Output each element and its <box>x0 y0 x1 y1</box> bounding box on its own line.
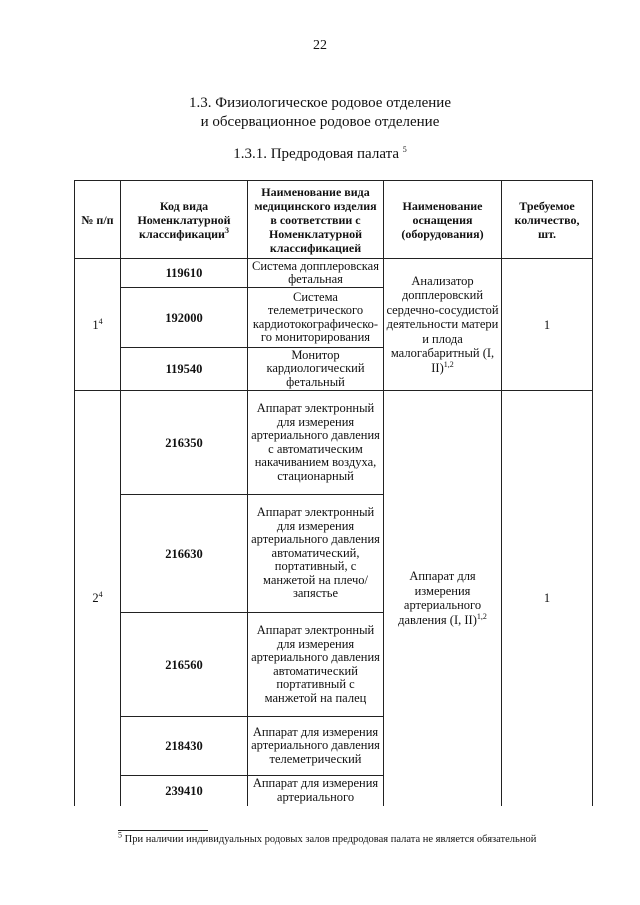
device-name: Монитор кардиологический фетальный <box>248 348 384 391</box>
device-name: Аппарат электронный для измерения артериального давления автоматический, портативный, с манжетой на плечо/запястье <box>248 495 384 613</box>
subsection-title-text: 1.3.1. Предродовая палата <box>233 146 400 162</box>
table-row <box>75 391 593 495</box>
header-code: Код вида Номенклатурной классификации$^3$ <box>121 181 248 259</box>
required-quantity: 1 <box>502 391 593 806</box>
nomenclature-code: 218430 <box>121 717 248 776</box>
nomenclature-code: 216630 <box>121 495 248 613</box>
section-title-line2: и обсервационное родовое отделение <box>200 114 440 130</box>
footnote-mark: 5 <box>118 830 122 840</box>
row-number: $2^4$ <box>75 391 121 806</box>
nomenclature-code: 216350 <box>121 391 248 495</box>
subsection-footnote-ref: 5 <box>402 145 407 154</box>
device-name: Система телеметрического кардиотокографическо-го мониторирования <box>248 288 384 348</box>
footnote-separator <box>118 830 208 831</box>
nomenclature-code: 119610 <box>121 259 248 288</box>
section-title <box>0 94 640 132</box>
device-name: Аппарат электронный для измерения артериального давления автоматический портативный с манжетой на палец <box>248 613 384 717</box>
table-row <box>75 259 593 288</box>
nomenclature-code: 239410 <box>121 776 248 806</box>
section-title-line1: 1.3. Физиологическое родовое отделение <box>189 95 451 111</box>
nomenclature-code: 119540 <box>121 348 248 391</box>
table-header-row <box>75 181 593 259</box>
nomenclature-code: 192000 <box>121 288 248 348</box>
header-num: № п/п <box>75 181 121 259</box>
footnote <box>118 830 537 845</box>
page-number: 22 <box>313 38 327 53</box>
equipment-table <box>74 180 593 806</box>
required-quantity: 1 <box>502 259 593 391</box>
device-name: Аппарат для измерения артериального давления телеметрический <box>248 717 384 776</box>
header-qty: Требуемое количество, шт. <box>502 181 593 259</box>
row-number: $1^4$ <box>75 259 121 391</box>
footnote-text: При наличии индивидуальных родовых залов предродовая палата не является обязательной <box>124 834 537 845</box>
equipment-name: Анализатор допплеровский сердечно-сосудистой деятельности матери и плода малогабаритный (I, II)$^{1,2}$ <box>384 259 502 391</box>
device-name: Аппарат для измерения артериального <box>248 776 384 806</box>
equipment-name: Аппарат для измерения артериального давления (I, II)$^{1,2}$ <box>384 391 502 806</box>
header-equipment: Наименование оснащения (оборудования) <box>384 181 502 259</box>
device-name: Аппарат электронный для измерения артериального давления с автоматическим накачиванием воздуха, стационарный <box>248 391 384 495</box>
subsection-title <box>0 146 640 163</box>
device-name: Система допплеровская фетальная <box>248 259 384 288</box>
header-device: Наименование вида медицинского изделия в соответствии с Номенклатурной классификацией <box>248 181 384 259</box>
nomenclature-code: 216560 <box>121 613 248 717</box>
